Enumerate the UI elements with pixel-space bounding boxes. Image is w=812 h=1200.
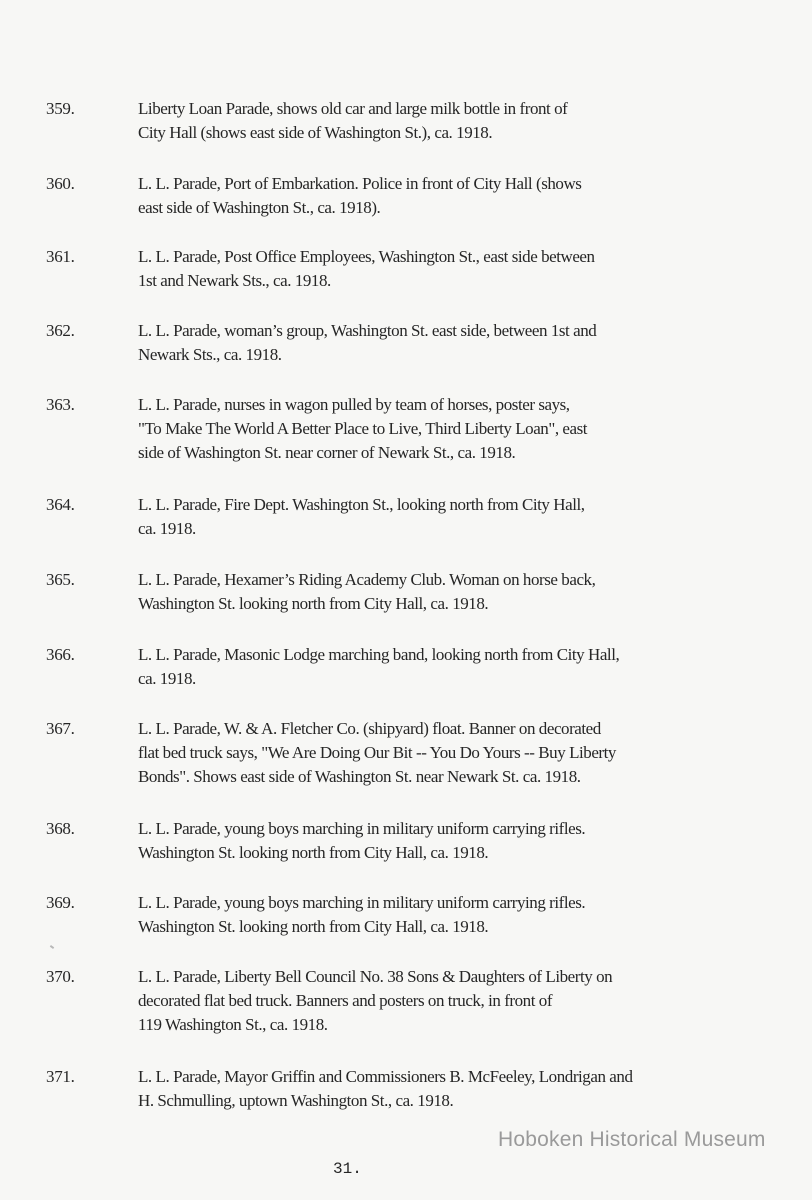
entry-line: "To Make The World A Better Place to Live, Third Liberty Loan", east <box>138 419 588 438</box>
entry-line: L. L. Parade, woman’s group, Washington St. east side, between 1st and <box>138 321 597 340</box>
entry-description <box>138 717 698 789</box>
entry-line: side of Washington St. near corner of Newark St., ca. 1918. <box>138 443 516 462</box>
entry-line: ca. 1918. <box>138 669 196 688</box>
entry-number: 369. <box>46 893 75 912</box>
entry-description <box>138 965 698 1037</box>
entry-number: 371. <box>46 1067 75 1086</box>
entry-line: L. L. Parade, Masonic Lodge marching band, looking north from City Hall, <box>138 645 620 664</box>
entry-description <box>138 493 698 541</box>
entry-number: 359. <box>46 99 75 118</box>
entry-line: L. L. Parade, Hexamer’s Riding Academy Club. Woman on horse back, <box>138 570 596 589</box>
entry-line: L. L. Parade, Post Office Employees, Washington St., east side between <box>138 247 595 266</box>
entry-line: L. L. Parade, Liberty Bell Council No. 38 Sons & Daughters of Liberty on <box>138 967 613 986</box>
museum-watermark: Hoboken Historical Museum <box>498 1128 766 1151</box>
entry-number: 363. <box>46 395 75 414</box>
entry-number: 367. <box>46 719 75 738</box>
entry-line: L. L. Parade, nurses in wagon pulled by team of horses, poster says, <box>138 395 570 414</box>
entry-line: City Hall (shows east side of Washington St.), ca. 1918. <box>138 123 493 142</box>
entry-number: 360. <box>46 174 75 193</box>
entry-line: Washington St. looking north from City Hall, ca. 1918. <box>138 843 489 862</box>
entry-description <box>138 319 698 367</box>
entry-description <box>138 393 698 465</box>
entry-number: 368. <box>46 819 75 838</box>
entry-line: Liberty Loan Parade, shows old car and large milk bottle in front of <box>138 99 568 118</box>
entry-line: Newark Sts., ca. 1918. <box>138 345 282 364</box>
entry-description <box>138 97 698 145</box>
entry-line: L. L. Parade, Port of Embarkation. Police in front of City Hall (shows <box>138 174 582 193</box>
entry-line: east side of Washington St., ca. 1918). <box>138 198 381 217</box>
entry-line: 1st and Newark Sts., ca. 1918. <box>138 271 331 290</box>
entry-line: Washington St. looking north from City Hall, ca. 1918. <box>138 917 489 936</box>
entry-line: L. L. Parade, Fire Dept. Washington St., looking north from City Hall, <box>138 495 585 514</box>
entry-number: 364. <box>46 495 75 514</box>
entry-number: 366. <box>46 645 75 664</box>
scan-speck <box>50 945 54 949</box>
entry-number: 361. <box>46 247 75 266</box>
entry-line: L. L. Parade, young boys marching in military uniform carrying rifles. <box>138 893 586 912</box>
entry-description <box>138 643 698 691</box>
entry-line: Bonds". Shows east side of Washington St. near Newark St. ca. 1918. <box>138 767 581 786</box>
entry-line: 119 Washington St., ca. 1918. <box>138 1015 328 1034</box>
entry-line: L. L. Parade, young boys marching in military uniform carrying rifles. <box>138 819 586 838</box>
entry-line: L. L. Parade, W. & A. Fletcher Co. (shipyard) float. Banner on decorated <box>138 719 601 738</box>
entry-number: 362. <box>46 321 75 340</box>
entry-line: L. L. Parade, Mayor Griffin and Commissioners B. McFeeley, Londrigan and <box>138 1067 633 1086</box>
entry-description <box>138 245 698 293</box>
entry-number: 365. <box>46 570 75 589</box>
entry-line: flat bed truck says, "We Are Doing Our Bit -- You Do Yours -- Buy Liberty <box>138 743 616 762</box>
entry-line: H. Schmulling, uptown Washington St., ca. 1918. <box>138 1091 454 1110</box>
page-number: 31. <box>333 1160 362 1178</box>
entry-description <box>138 891 698 939</box>
entry-line: ca. 1918. <box>138 519 196 538</box>
entry-line: decorated flat bed truck. Banners and posters on truck, in front of <box>138 991 553 1010</box>
entry-description <box>138 568 698 616</box>
entry-description <box>138 172 698 220</box>
entry-description <box>138 817 698 865</box>
entry-number: 370. <box>46 967 75 986</box>
entry-line: Washington St. looking north from City Hall, ca. 1918. <box>138 594 489 613</box>
entry-description <box>138 1065 698 1113</box>
